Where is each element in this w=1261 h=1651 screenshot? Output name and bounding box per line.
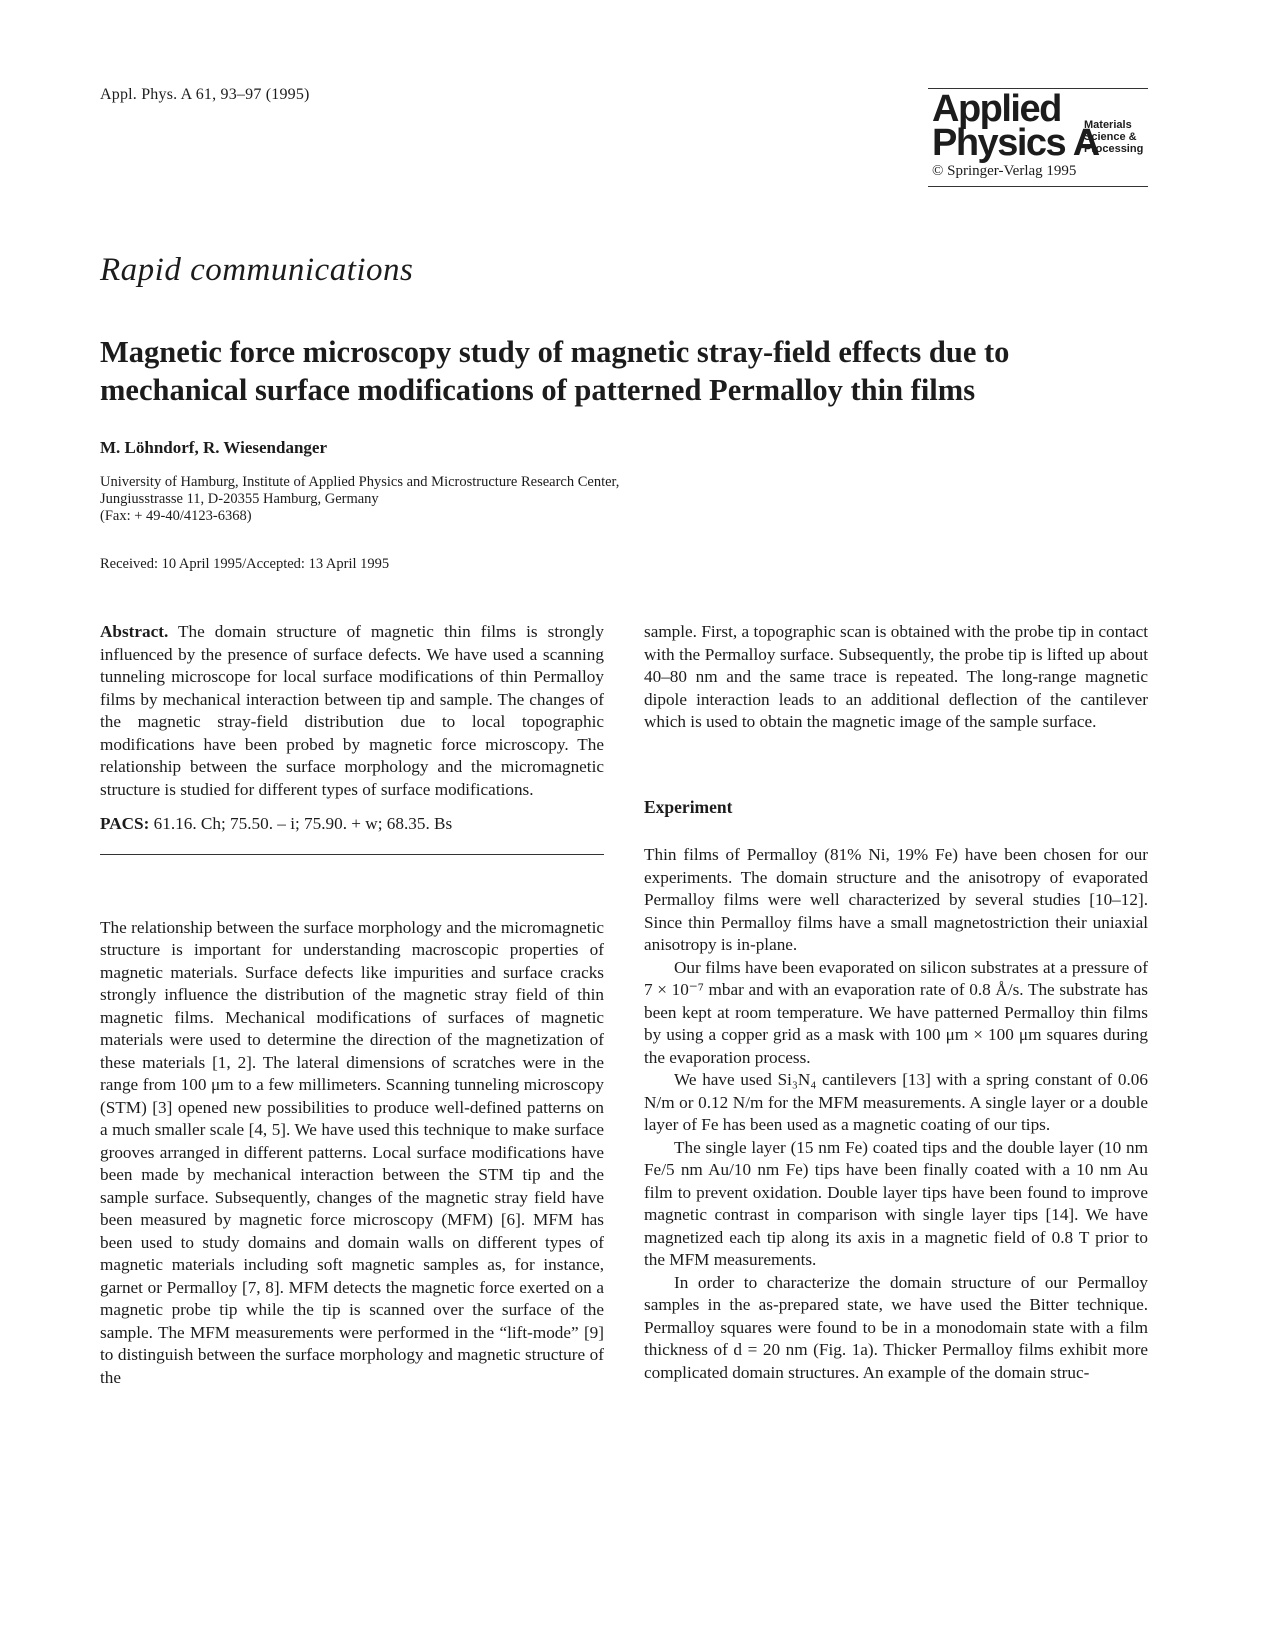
section-kicker: Rapid communications [100,252,414,288]
logo-sub-line: Processing [1084,143,1144,155]
experiment-paragraph: Our films have been evaporated on silicon substrates at a pressure of 7 × 10⁻⁷ mbar and with an evaporation rate of 0.8 Å/s. The substrate has been kept at room temperature. We have patterned Permalloy thin films by using a copper grid as a mask with 100 μm × 100 μm squares during the evaporation process. [644,957,1148,1067]
journal-logo [928,88,1148,187]
received-dates: Received: 10 April 1995/Accepted: 13 April 1995 [100,556,390,572]
experiment-paragraph: Thin films of Permalloy (81% Ni, 19% Fe) have been chosen for our experiments. The domain structure and the anisotropy of evaporated Permalloy films were well characterized by several studies [10–12]. Since thin Permalloy films have a small magnetostriction their uniaxial anisotropy is in-plane. [644,845,1148,954]
intro-paragraph: The relationship between the surface morphology and the micromagnetic structure is important for understanding macroscopic properties of magnetic materials. Surface defects like impurities and surface cracks strongly influence the distribution of the magnetic stray field of thin magnetic films. Mechanical modifications of surfaces of magnetic materials were used to determine the direction of the magnetization of these materials [1, 2]. The lateral dimensions of scratches were in the range from 100 μm to a few millimeters. Scanning tunneling microscopy (STM) [3] opened new possibilities to produce well-defined patterns on a much smaller scale [4, 5]. We have used this technique to make surface grooves arranged in different patterns. Local surface modifications have been made by mechanical interaction between the STM tip and the sample surface. Subsequently, changes of the magnetic stray field have been measured by magnetic force microscopy (MFM) [6]. MFM has been used to study domains and domain walls on different types of magnetic materials including soft magnetic samples as, for instance, garnet or Permalloy [7, 8]. MFM detects the magnetic force exerted on a magnetic probe tip while the tip is scanned over the surface of the sample. The MFM measurements were performed in the “lift-mode” [9] to distinguish between the surface morphology and magnetic structure of the [100,917,604,1387]
experiment-paragraph: We have used Si₃N₄ cantilevers [13] with a spring constant of 0.06 N/m or 0.12 N/m for the MFM measurements. A single layer or a double layer of Fe has been used as a magnetic coating of our tips. [644,1070,1148,1134]
pacs-label: PACS: [100,814,150,833]
continuation-paragraph: sample. First, a topographic scan is obtained with the probe tip in contact with the Permalloy surface. Subsequently, the probe tip is lifted up about 40–80 nm and the same trace is repeated. The long-range magnetic dipole interaction leads to an additional deflection of the cantilever which is used to obtain the magnetic image of the sample surface. [644,622,1148,731]
logo-sub-line: Materials [1084,119,1132,131]
abstract-text: The domain structure of magnetic thin films is strongly influenced by the presence of surface defects. We have used a scanning tunneling microscope for local surface modifications of thin Permalloy films by mechanical interaction between tip and sample. The changes of the magnetic stray-field distribution due to local topographic modifications have been probed by magnetic force microscopy. The relationship between the surface morphology and the micromagnetic structure is studied for different types of surface modifications. [100,622,604,799]
affiliation-line: (Fax: + 49-40/4123-6368) [100,508,252,524]
authors: M. Löhndorf, R. Wiesendanger [100,438,328,457]
experiment-heading: Experiment [644,796,733,817]
logo-line-physics: Physics A [932,122,1099,164]
abstract [100,621,604,801]
paper-title: Magnetic force microscopy study of magnetic stray-field effects due to mechanical surface modifications of patterned Permalloy thin films [100,335,1010,407]
logo-subtitle [1084,119,1143,155]
abstract-label: Abstract. [100,622,169,641]
journal-reference: Appl. Phys. A 61, 93–97 (1995) [100,86,310,103]
right-column [644,621,1148,1384]
copyright: © Springer-Verlag 1995 [932,163,1077,179]
abstract-divider [100,854,604,855]
logo-sub-line: Science & [1084,131,1137,143]
affiliation-line: Jungiusstrasse 11, D-20355 Hamburg, Germany [100,491,379,507]
pacs-codes: 61.16. Ch; 75.50. – i; 75.90. + w; 68.35. Bs [153,814,453,833]
left-column [100,621,604,1389]
experiment-paragraph: In order to characterize the domain structure of our Permalloy samples in the as-prepared state, we have used the Bitter technique. Permalloy squares were found to be in a monodomain state with a film thickness of d = 20 nm (Fig. 1a). Thicker Permalloy films exhibit more complicated domain structures. An example of the domain struc- [644,1272,1148,1382]
logo-wordmark [928,88,1148,164]
affiliation-line: University of Hamburg, Institute of Applied Physics and Microstructure Research Center, [100,474,620,490]
logo-line-applied: Applied [932,88,1061,130]
logo-bottom-rule [928,186,1148,187]
affiliation [100,474,619,525]
experiment-paragraph: The single layer (15 nm Fe) coated tips and the double layer (10 nm Fe/5 nm Au/10 nm Fe) tips have been finally coated with a 10 nm Au film to prevent oxidation. Double layer tips have been found to improve magnetic contrast in comparison with single layer tips [14]. We have magnetized each tip along its axis in a magnetic field of 0.8 T prior to the MFM measurements. [644,1137,1148,1269]
pacs [100,813,604,836]
